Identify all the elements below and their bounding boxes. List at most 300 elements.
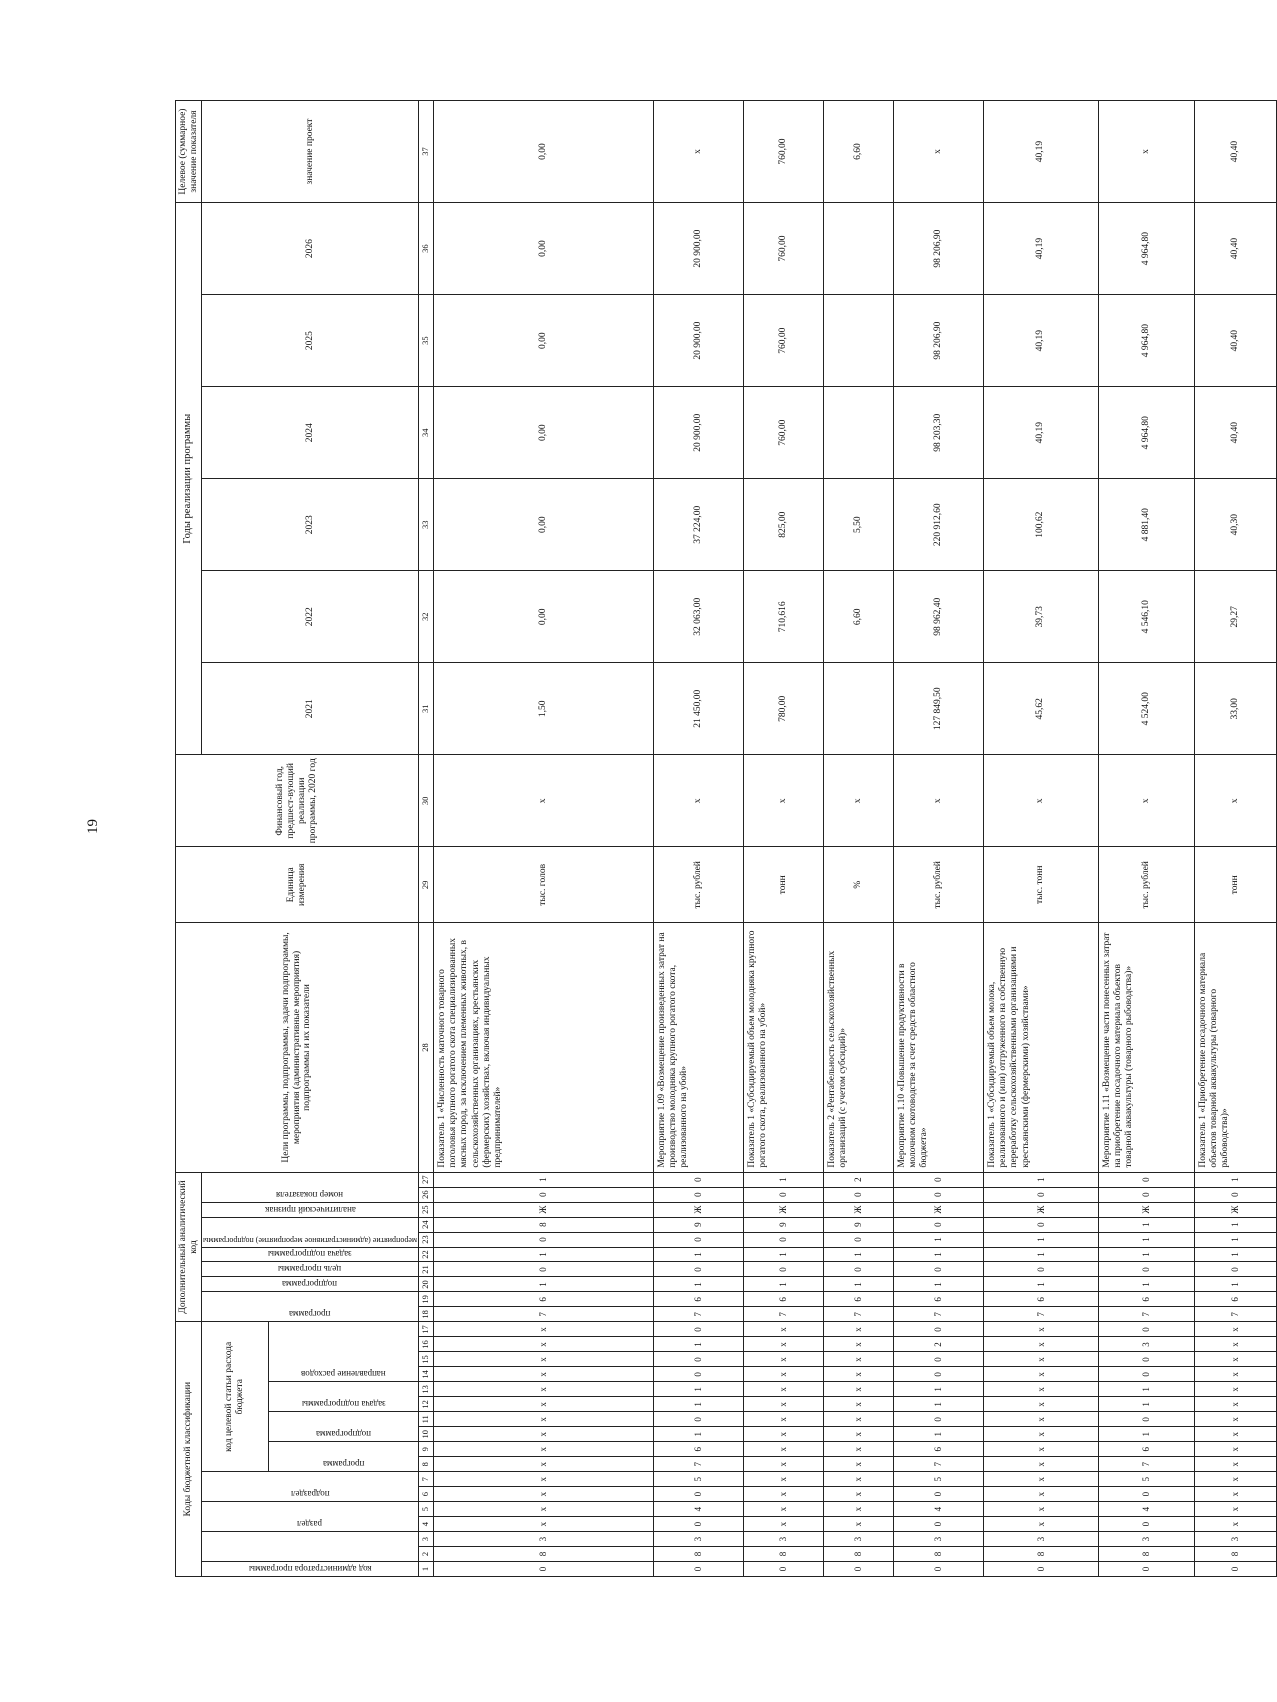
code-digit: х bbox=[983, 1457, 1098, 1472]
code-digit: 7 bbox=[893, 1457, 983, 1472]
year-value-cell: 39,73 bbox=[983, 571, 1098, 663]
code-digit: 7 bbox=[1194, 1307, 1276, 1322]
subsection-header: подраздел bbox=[290, 1489, 330, 1500]
fin-year-cell: х bbox=[1098, 755, 1194, 847]
y2024-header: 2024 bbox=[202, 387, 419, 479]
code-digit: 3 bbox=[653, 1532, 743, 1547]
code-digit: 0 bbox=[653, 1487, 743, 1502]
year-value-cell: 4 546,10 bbox=[1098, 571, 1194, 663]
analytic-feature-header: аналитический признак bbox=[264, 1204, 356, 1215]
code-digit: 1 bbox=[983, 1172, 1098, 1187]
column-number: 15 bbox=[418, 1352, 433, 1367]
fin-year-cell: х bbox=[983, 755, 1098, 847]
y2022-header: 2022 bbox=[202, 571, 419, 663]
code-digit: х bbox=[1194, 1502, 1276, 1517]
column-number: 23 bbox=[418, 1232, 433, 1247]
code-digit: 0 bbox=[983, 1262, 1098, 1277]
code-digit: 0 bbox=[893, 1187, 983, 1202]
column-number: 31 bbox=[418, 663, 433, 755]
code-digit: Ж bbox=[1194, 1202, 1276, 1217]
code-digit: 1 bbox=[1098, 1427, 1194, 1442]
code-digit: 0 bbox=[893, 1172, 983, 1187]
code-digit: 1 bbox=[743, 1277, 823, 1292]
code-digit: 1 bbox=[653, 1277, 743, 1292]
code-digit: х bbox=[1194, 1442, 1276, 1457]
code-digit: 2 bbox=[893, 1337, 983, 1352]
year-value-cell: 0,00 bbox=[433, 571, 653, 663]
code-digit: 0 bbox=[893, 1562, 983, 1577]
column-number: 28 bbox=[418, 923, 433, 1172]
year-value-cell: 0,00 bbox=[433, 101, 653, 203]
column-number: 27 bbox=[418, 1172, 433, 1187]
indicator-description: Показатель 1 «Субсидируемый объем молока, реализованного и (или) отгруженного на собственную переработку сельскохозяйственными организациями и крестьянскими (фермерскими) хозяйствами» bbox=[983, 923, 1098, 1172]
year-value-cell: 6,60 bbox=[823, 571, 893, 663]
code-digit: 1 bbox=[893, 1232, 983, 1247]
year-value-cell: 1,50 bbox=[433, 663, 653, 755]
add-subprogram-header: подпрограмма bbox=[282, 1279, 338, 1290]
code-digit: 0 bbox=[983, 1187, 1098, 1202]
code-digit: 0 bbox=[653, 1367, 743, 1382]
code-digit: х bbox=[743, 1517, 823, 1532]
target-header: Целевое (суммарное) значение показателя bbox=[176, 101, 202, 203]
code-digit: 1 bbox=[1194, 1217, 1276, 1232]
goals-header: Цели программы, подпрограммы, задачи подпрограммы, мероприятия (административные мероприятия) подпрограммы и их показатели bbox=[176, 923, 419, 1172]
code-digit: 5 bbox=[653, 1472, 743, 1487]
code-digit: 1 bbox=[823, 1247, 893, 1262]
column-number: 24 bbox=[418, 1217, 433, 1232]
code-digit: 6 bbox=[823, 1292, 893, 1307]
code-digit: 2 bbox=[823, 1172, 893, 1187]
expense-direction-header: направление расходов bbox=[301, 1369, 386, 1380]
column-numbers-row bbox=[418, 101, 433, 1577]
code-digit: 3 bbox=[743, 1532, 823, 1547]
column-number: 4 bbox=[418, 1517, 433, 1532]
year-value-cell: 40,40 bbox=[1194, 387, 1276, 479]
code-digit: 0 bbox=[983, 1217, 1098, 1232]
year-value-cell: 0,00 bbox=[433, 295, 653, 387]
year-value-cell: 98 206,90 bbox=[893, 295, 983, 387]
code-digit: 7 bbox=[653, 1457, 743, 1472]
year-value-cell: 0,00 bbox=[433, 479, 653, 571]
code-digit: х bbox=[823, 1367, 893, 1382]
code-digit: х bbox=[743, 1367, 823, 1382]
year-value-cell: 6,60 bbox=[823, 101, 893, 203]
column-number: 32 bbox=[418, 571, 433, 663]
code-digit: 0 bbox=[653, 1517, 743, 1532]
code-digit: х bbox=[743, 1487, 823, 1502]
table-row bbox=[433, 101, 653, 1577]
code-digit: 0 bbox=[743, 1262, 823, 1277]
code-digit: х bbox=[1194, 1352, 1276, 1367]
code-digit: 8 bbox=[1098, 1547, 1194, 1562]
code-digit: х bbox=[433, 1487, 653, 1502]
year-value-cell: 760,00 bbox=[743, 101, 823, 203]
year-value-cell: 760,00 bbox=[743, 387, 823, 479]
y2025-header: 2025 bbox=[202, 295, 419, 387]
code-digit: 6 bbox=[433, 1292, 653, 1307]
code-digit: 0 bbox=[653, 1352, 743, 1367]
unit-cell: % bbox=[823, 847, 893, 923]
fin-year-cell: х bbox=[433, 755, 653, 847]
code-digit: 3 bbox=[1098, 1337, 1194, 1352]
code-digit: 7 bbox=[1098, 1307, 1194, 1322]
code-digit: 6 bbox=[893, 1292, 983, 1307]
code-digit: х bbox=[433, 1412, 653, 1427]
year-value-cell: 127 849,50 bbox=[893, 663, 983, 755]
code-digit: 1 bbox=[1098, 1397, 1194, 1412]
year-value-cell: 29,27 bbox=[1194, 571, 1276, 663]
year-value-cell: 98 962,40 bbox=[893, 571, 983, 663]
year-value-cell: 40,19 bbox=[983, 203, 1098, 295]
code-digit: 1 bbox=[1194, 1247, 1276, 1262]
code-digit: х bbox=[1194, 1457, 1276, 1472]
code-digit: 0 bbox=[823, 1562, 893, 1577]
add-program-header: программа bbox=[289, 1309, 331, 1320]
code-digit: Ж bbox=[743, 1202, 823, 1217]
code-digit: х bbox=[1194, 1367, 1276, 1382]
code-digit: х bbox=[983, 1472, 1098, 1487]
column-number: 25 bbox=[418, 1202, 433, 1217]
code-digit: х bbox=[1194, 1337, 1276, 1352]
column-number: 36 bbox=[418, 203, 433, 295]
indicator-description: Мероприятие 1.11 «Возмещение части понесенных затрат на приобретение посадочного материала объектов товарной аквакультуры (товарного рыбоводства)» bbox=[1098, 923, 1194, 1172]
column-number: 33 bbox=[418, 479, 433, 571]
unit-cell: тонн bbox=[1194, 847, 1276, 923]
code-digit: 1 bbox=[1098, 1217, 1194, 1232]
code-digit: х bbox=[433, 1427, 653, 1442]
code-digit: 0 bbox=[1098, 1187, 1194, 1202]
code-digit: 0 bbox=[1098, 1172, 1194, 1187]
code-digit: 0 bbox=[893, 1412, 983, 1427]
column-number: 30 bbox=[418, 755, 433, 847]
code-digit: х bbox=[743, 1337, 823, 1352]
code-digit: 9 bbox=[653, 1217, 743, 1232]
code-digit: 1 bbox=[653, 1382, 743, 1397]
code-digit: 8 bbox=[893, 1547, 983, 1562]
unit-cell: тыс. голов bbox=[433, 847, 653, 923]
code-digit: х bbox=[823, 1412, 893, 1427]
code-digit: 6 bbox=[743, 1292, 823, 1307]
year-value-cell: 40,40 bbox=[1194, 203, 1276, 295]
code-digit: х bbox=[823, 1517, 893, 1532]
code-digit: 0 bbox=[743, 1562, 823, 1577]
code-digit: х bbox=[743, 1472, 823, 1487]
code-digit: 0 bbox=[893, 1352, 983, 1367]
code-digit: 1 bbox=[1194, 1232, 1276, 1247]
code-digit: 0 bbox=[823, 1232, 893, 1247]
y2021-header: 2021 bbox=[202, 663, 419, 755]
code-digit: 0 bbox=[653, 1262, 743, 1277]
code-digit: х bbox=[743, 1457, 823, 1472]
indicator-description: Показатель 1 «Субсидируемый объем молодняка крупного рогатого скота, реализованного на убой» bbox=[743, 923, 823, 1172]
code-digit: х bbox=[1194, 1427, 1276, 1442]
code-digit: х bbox=[433, 1517, 653, 1532]
year-value-cell: 4 964,80 bbox=[1098, 387, 1194, 479]
code-digit: 0 bbox=[893, 1262, 983, 1277]
year-value-cell bbox=[823, 663, 893, 755]
code-digit: 7 bbox=[893, 1307, 983, 1322]
code-digit: 1 bbox=[893, 1397, 983, 1412]
indicator-description: Показатель 1 «Численность маточного товарного поголовья крупного рогатого скота специализированных мясных пород, за исключением племенных животных, в сельскохозяйственных организациях, крестьянских (фермерских) хозяйствах, включая индивидуальных предпринимателей» bbox=[433, 923, 653, 1172]
code-digit: 1 bbox=[743, 1247, 823, 1262]
code-digit: 8 bbox=[433, 1217, 653, 1232]
column-number: 2 bbox=[418, 1547, 433, 1562]
code-digit: 1 bbox=[1194, 1277, 1276, 1292]
table-row bbox=[1098, 101, 1194, 1577]
code-digit: х bbox=[1194, 1487, 1276, 1502]
fin-year-cell: х bbox=[743, 755, 823, 847]
code-digit: 0 bbox=[823, 1262, 893, 1277]
code-digit: Ж bbox=[823, 1202, 893, 1217]
fin-year-cell: х bbox=[823, 755, 893, 847]
table-body bbox=[433, 101, 1276, 1577]
program-indicators-table bbox=[175, 100, 1277, 1577]
year-value-cell: 780,00 bbox=[743, 663, 823, 755]
code-digit: 0 bbox=[743, 1187, 823, 1202]
code-digit: 0 bbox=[893, 1322, 983, 1337]
column-number: 20 bbox=[418, 1277, 433, 1292]
table-row bbox=[1194, 101, 1276, 1577]
code-digit: 1 bbox=[743, 1172, 823, 1187]
code-digit: х bbox=[1194, 1412, 1276, 1427]
code-digit: 0 bbox=[433, 1262, 653, 1277]
code-digit: 6 bbox=[653, 1442, 743, 1457]
program-header: программа bbox=[322, 1459, 365, 1470]
year-value-cell: 40,19 bbox=[983, 387, 1098, 479]
unit-cell: тонн bbox=[743, 847, 823, 923]
code-digit: 4 bbox=[1098, 1502, 1194, 1517]
year-value-cell: 5,50 bbox=[823, 479, 893, 571]
code-digit: 0 bbox=[653, 1232, 743, 1247]
code-digit: 0 bbox=[1098, 1367, 1194, 1382]
code-digit: х bbox=[1194, 1517, 1276, 1532]
code-digit: х bbox=[433, 1352, 653, 1367]
code-digit: 8 bbox=[433, 1547, 653, 1562]
y2023-header: 2023 bbox=[202, 479, 419, 571]
rotated-table-container bbox=[175, 100, 1241, 1577]
column-number: 12 bbox=[418, 1397, 433, 1412]
code-digit: 7 bbox=[743, 1307, 823, 1322]
code-digit: 0 bbox=[433, 1232, 653, 1247]
code-digit: 1 bbox=[653, 1247, 743, 1262]
code-digit: 6 bbox=[1098, 1442, 1194, 1457]
year-value-cell: 20 900,00 bbox=[653, 387, 743, 479]
column-number: 37 bbox=[418, 101, 433, 203]
code-digit: Ж bbox=[1098, 1202, 1194, 1217]
column-number: 21 bbox=[418, 1262, 433, 1277]
code-digit: 6 bbox=[1098, 1292, 1194, 1307]
column-number: 10 bbox=[418, 1427, 433, 1442]
year-value-cell: 37 224,00 bbox=[653, 479, 743, 571]
code-digit: 0 bbox=[653, 1412, 743, 1427]
column-number: 3 bbox=[418, 1532, 433, 1547]
year-value-cell: х bbox=[893, 101, 983, 203]
column-number: 5 bbox=[418, 1502, 433, 1517]
code-digit: 0 bbox=[1098, 1412, 1194, 1427]
indicator-description: Показатель 2 «Рентабельность сельскохозяйственных организаций (с учетом субсидий)» bbox=[823, 923, 893, 1172]
table-row bbox=[983, 101, 1098, 1577]
code-digit: 6 bbox=[653, 1292, 743, 1307]
table-row bbox=[743, 101, 823, 1577]
year-value-cell: 825,00 bbox=[743, 479, 823, 571]
indicator-description: Показатель 1 «Приобретение посадочного материала объектов товарной аквакультуры (товарного рыбоводства)» bbox=[1194, 923, 1276, 1172]
code-digit: х bbox=[823, 1487, 893, 1502]
column-number: 22 bbox=[418, 1247, 433, 1262]
unit-cell: тыс. рублей bbox=[1098, 847, 1194, 923]
code-digit: х bbox=[983, 1352, 1098, 1367]
code-digit: 1 bbox=[1098, 1232, 1194, 1247]
code-digit: 1 bbox=[893, 1277, 983, 1292]
code-digit: 0 bbox=[1194, 1187, 1276, 1202]
code-digit: 1 bbox=[1098, 1382, 1194, 1397]
year-value-cell: 98 206,90 bbox=[893, 203, 983, 295]
table-row bbox=[823, 101, 893, 1577]
code-digit: х bbox=[823, 1337, 893, 1352]
year-value-cell: 220 912,60 bbox=[893, 479, 983, 571]
code-digit: х bbox=[743, 1352, 823, 1367]
indicator-description: Мероприятие 1.10 «Повышение продуктивности в молочном скотоводстве за счет средств областного бюджета» bbox=[893, 923, 983, 1172]
fin-year-cell: х bbox=[893, 755, 983, 847]
column-number: 1 bbox=[418, 1562, 433, 1577]
code-digit: 3 bbox=[823, 1532, 893, 1547]
code-digit: х bbox=[983, 1397, 1098, 1412]
code-digit: х bbox=[1194, 1322, 1276, 1337]
code-digit: 0 bbox=[1098, 1352, 1194, 1367]
code-digit: х bbox=[823, 1472, 893, 1487]
code-digit: 4 bbox=[893, 1502, 983, 1517]
code-digit: 1 bbox=[983, 1277, 1098, 1292]
unit-cell: тыс. рублей bbox=[653, 847, 743, 923]
code-digit: 1 bbox=[653, 1397, 743, 1412]
year-value-cell: 33,00 bbox=[1194, 663, 1276, 755]
code-digit: х bbox=[433, 1382, 653, 1397]
years-header: Годы реализации программы bbox=[176, 203, 202, 755]
year-value-cell: 0,00 bbox=[433, 203, 653, 295]
code-digit: х bbox=[743, 1412, 823, 1427]
section-header: раздел bbox=[297, 1519, 323, 1530]
code-digit: 7 bbox=[653, 1307, 743, 1322]
additional-code-header: Дополнительный аналитический код bbox=[176, 1172, 202, 1322]
program-goal-header: цель программы bbox=[278, 1264, 342, 1275]
year-value-cell: 40,19 bbox=[983, 101, 1098, 203]
code-digit: х bbox=[983, 1427, 1098, 1442]
code-digit: х bbox=[743, 1382, 823, 1397]
code-digit: 0 bbox=[433, 1562, 653, 1577]
code-digit: 1 bbox=[653, 1427, 743, 1442]
column-number: 13 bbox=[418, 1382, 433, 1397]
code-digit: 0 bbox=[1098, 1517, 1194, 1532]
code-digit: 0 bbox=[893, 1217, 983, 1232]
unit-cell: тыс. рублей bbox=[893, 847, 983, 923]
code-digit: х bbox=[983, 1517, 1098, 1532]
code-digit: х bbox=[823, 1397, 893, 1412]
code-digit: 0 bbox=[653, 1562, 743, 1577]
code-digit: 0 bbox=[893, 1487, 983, 1502]
year-value-cell: 45,62 bbox=[983, 663, 1098, 755]
target-article-header: код целевой статьи расхода бюджета bbox=[202, 1322, 269, 1472]
code-digit: 0 bbox=[893, 1517, 983, 1532]
code-digit: х bbox=[983, 1322, 1098, 1337]
fin-year-header: Финансовый год, предшест-вующий реализации программы, 2020 год bbox=[176, 755, 419, 847]
column-number: 11 bbox=[418, 1412, 433, 1427]
year-value-cell: 20 900,00 bbox=[653, 203, 743, 295]
year-value-cell bbox=[823, 295, 893, 387]
code-digit: 1 bbox=[433, 1247, 653, 1262]
code-digit: 6 bbox=[983, 1292, 1098, 1307]
code-digit: 0 bbox=[653, 1322, 743, 1337]
code-digit: х bbox=[433, 1397, 653, 1412]
y2026-header: 2026 bbox=[202, 203, 419, 295]
column-number: 14 bbox=[418, 1367, 433, 1382]
year-value-cell: х bbox=[1098, 101, 1194, 203]
column-number: 7 bbox=[418, 1472, 433, 1487]
code-digit: 0 bbox=[1098, 1262, 1194, 1277]
table-row bbox=[893, 101, 983, 1577]
code-digit: 9 bbox=[743, 1217, 823, 1232]
code-digit: 1 bbox=[653, 1337, 743, 1352]
code-digit: 1 bbox=[433, 1277, 653, 1292]
code-digit: х bbox=[983, 1502, 1098, 1517]
column-number: 29 bbox=[418, 847, 433, 923]
year-value-cell: 4 964,80 bbox=[1098, 295, 1194, 387]
year-value-cell: 4 881,40 bbox=[1098, 479, 1194, 571]
code-digit: х bbox=[433, 1367, 653, 1382]
year-value-cell bbox=[823, 203, 893, 295]
code-digit: 0 bbox=[1194, 1262, 1276, 1277]
code-digit: 9 bbox=[823, 1217, 893, 1232]
code-digit: 7 bbox=[983, 1307, 1098, 1322]
code-digit: х bbox=[983, 1382, 1098, 1397]
code-digit: 0 bbox=[893, 1367, 983, 1382]
unit-header: Единица измерения bbox=[176, 847, 419, 923]
code-digit: 8 bbox=[653, 1547, 743, 1562]
admin-code-header: код администратора программы bbox=[248, 1564, 372, 1574]
column-number: 9 bbox=[418, 1442, 433, 1457]
code-digit: х bbox=[823, 1427, 893, 1442]
year-value-cell: 0,00 bbox=[433, 387, 653, 479]
indicator-description: Мероприятие 1.09 «Возмещение произведенных затрат на производство молодняка крупного рогатого скота, реализованного на убой» bbox=[653, 923, 743, 1172]
code-digit: х bbox=[1194, 1472, 1276, 1487]
year-value-cell: 760,00 bbox=[743, 295, 823, 387]
code-digit: х bbox=[823, 1352, 893, 1367]
code-digit: 0 bbox=[1194, 1562, 1276, 1577]
code-digit: 0 bbox=[1098, 1322, 1194, 1337]
table-row bbox=[653, 101, 743, 1577]
code-digit: 1 bbox=[1194, 1172, 1276, 1187]
code-digit: Ж bbox=[983, 1202, 1098, 1217]
code-digit: х bbox=[823, 1382, 893, 1397]
code-digit: 1 bbox=[893, 1382, 983, 1397]
unit-cell: тыс. тонн bbox=[983, 847, 1098, 923]
code-digit: х bbox=[983, 1337, 1098, 1352]
event-header: мероприятие (административное мероприятие) подпрограммы bbox=[203, 1235, 417, 1245]
column-number: 18 bbox=[418, 1307, 433, 1322]
code-digit: 0 bbox=[743, 1232, 823, 1247]
code-digit: 0 bbox=[983, 1562, 1098, 1577]
code-digit: х bbox=[1194, 1382, 1276, 1397]
column-number: 16 bbox=[418, 1337, 433, 1352]
subprogram-header: подпрограмма bbox=[316, 1429, 372, 1440]
code-digit: х bbox=[823, 1502, 893, 1517]
column-number: 26 bbox=[418, 1187, 433, 1202]
code-digit: 7 bbox=[1098, 1457, 1194, 1472]
code-digit: х bbox=[823, 1442, 893, 1457]
code-digit: х bbox=[983, 1412, 1098, 1427]
fin-year-cell: х bbox=[653, 755, 743, 847]
code-digit: 6 bbox=[893, 1442, 983, 1457]
year-value-cell: 20 900,00 bbox=[653, 295, 743, 387]
code-digit: х bbox=[433, 1472, 653, 1487]
